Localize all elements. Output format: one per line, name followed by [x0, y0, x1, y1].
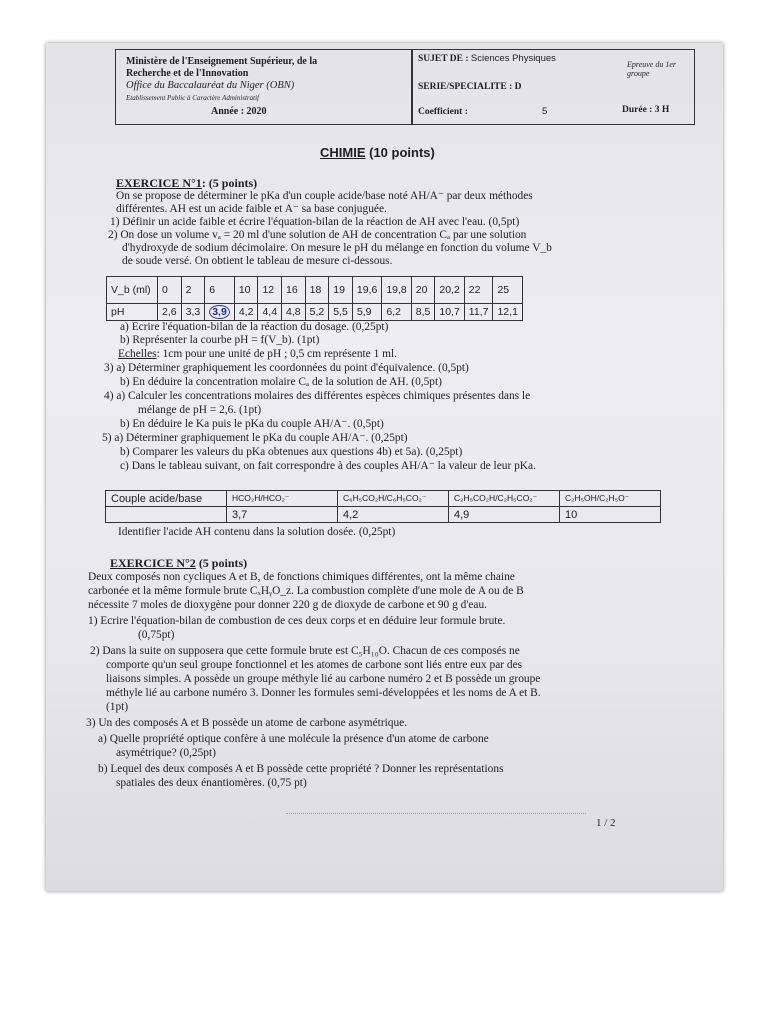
table-cell: 19,6 [352, 277, 381, 304]
table-cell: 4,2 [234, 304, 258, 321]
table-cell: 10 [234, 277, 258, 304]
coefficient-value: 5 [542, 106, 548, 117]
ex1-q4b: b) En déduire le Ka puis le pKa du couple AH/A⁻. (0,5pt) [120, 418, 384, 430]
ex2-q1-line-2: (0,75pt) [138, 629, 175, 641]
table-cell: 20 [411, 277, 435, 304]
table-cell: C₂H₅CO₂H/C₂H₅CO₂⁻ [449, 491, 560, 507]
table-cell: 3,3 [181, 304, 205, 321]
ph-header: pH [107, 304, 158, 321]
subject-value: Sciences Physiques [470, 53, 556, 64]
table-cell: 19,8 [382, 277, 411, 304]
epreuve-label: Epreuve du 1er groupe [627, 60, 677, 78]
vb-row [107, 277, 523, 304]
exercise-1-title: EXERCICE N°1: (5 points) [116, 176, 258, 190]
office-subtitle: Etablissement Public à Caractère Administratif [126, 94, 259, 102]
ex1-q3a: 3) a) Déterminer graphiquement les coordonnées du point d'équivalence. (0,5pt) [104, 362, 469, 374]
table-cell: 12 [258, 277, 282, 304]
table-cell: 3,7 [227, 507, 338, 523]
measurement-table [106, 276, 523, 321]
couple-header: Couple acide/base [106, 491, 227, 507]
serie-label: SERIE/SPECIALITE : D [418, 82, 522, 92]
subject-label: SUJET DE : Sciences Physiques [418, 53, 556, 64]
table-cell: 10 [560, 507, 661, 523]
ph-row [107, 304, 523, 321]
ex2-q2-line-4: méthyle lié au carbone numéro 3. Donner les formules semi-développées et les noms de A et B. [106, 687, 541, 699]
table-cell: 4,9 [449, 507, 560, 523]
ministry-line-1: Ministère de l'Enseignement Supérieur, de la [126, 56, 318, 67]
table-cell: 5,2 [305, 304, 329, 321]
ex2-q2-line-3: liaisons simples. A possède un groupe méthyle lié au carbone numéro 2 et B possède un groupe [106, 673, 541, 685]
vb-header: V_b (ml) [107, 277, 158, 304]
ex2-q3a-line-2: asymétrique? (0,25pt) [116, 747, 216, 759]
ex1-q4a-line-1: 4) a) Calculer les concentrations molaires des différentes espèces chimiques présentes dans le [104, 390, 531, 402]
ex2-q2-line-1: 2) Dans la suite on supposera que cette formule brute est C₅H₁₀O. Chacun de ces composés ne [90, 645, 520, 657]
coefficient-label: Coefficient : [418, 107, 468, 117]
table-cell: 6 [205, 277, 235, 304]
handwritten-circled-value: 3,9 [209, 305, 230, 319]
table-cell [205, 304, 235, 321]
table-cell: 22 [464, 277, 493, 304]
ex2-q2-line-5: (1pt) [106, 701, 129, 713]
ex1-q2b: b) Représenter la courbe pH = f(V_b). (1pt) [120, 334, 320, 346]
ex1-q5b: b) Comparer les valeurs du pKa obtenues aux questions 4b) et 5a). (0,25pt) [120, 446, 463, 458]
header-subject-box [411, 49, 695, 125]
ex1-q2a: a) Ecrire l'équation-bilan de la réaction du dosage. (0,25pt) [120, 321, 389, 333]
ex1-q1: 1) Définir un acide faible et écrire l'équation-bilan de la réaction de AH avec l'eau. (0,5pt) [110, 216, 520, 228]
ex1-intro-1: On se propose de déterminer le pKa d'un couple acide/base noté AH/A⁻ par deux méthodes [116, 190, 533, 202]
table-cell: 18 [305, 277, 329, 304]
duration-label: Durée : 3 H [622, 105, 670, 115]
page-title [320, 145, 435, 160]
header-institution-box [115, 49, 413, 125]
table-cell: 2 [181, 277, 205, 304]
ex1-intro-2: différentes. AH est un acide faible et A⁻ sa base conjuguée. [116, 203, 387, 215]
couple-row [106, 491, 661, 507]
exercise-2-title: EXERCICE N°2 (5 points) [110, 556, 248, 570]
table-cell: 8,5 [411, 304, 435, 321]
ex1-q2-line-1: 2) On dose un volume vₐ = 20 ml d'une solution de AH de concentration Cₐ par une solution [108, 229, 527, 241]
exam-page [46, 43, 723, 891]
table-cell: 10,7 [435, 304, 464, 321]
table-cell: 20,2 [435, 277, 464, 304]
ministry-line-2: Recherche et de l'Innovation [126, 68, 249, 79]
table-cell: 25 [493, 277, 522, 304]
table-cell: 6,2 [382, 304, 411, 321]
ex1-echelles: Echelles: 1cm pour une unité de pH ; 0,5 cm représente 1 ml. [118, 348, 397, 360]
ex2-intro-3: nécessite 7 moles de dioxygène pour donner 220 g de dioxyde de carbone et 90 g d'eau. [88, 599, 488, 611]
ex1-q5a: 5) a) Déterminer graphiquement le pKa du couple AH/A⁻. (0,25pt) [102, 432, 408, 444]
table-cell [106, 507, 227, 523]
exam-year: Année : 2020 [211, 106, 267, 117]
ex2-q2-line-2: comporte qu'un seul groupe fonctionnel et les atomes de carbone sont liés entre eux par des [106, 659, 523, 671]
ex1-q2-line-3: de soude versé. On obtient le tableau de mesure ci-dessous. [122, 255, 393, 267]
table-cell: 5,9 [352, 304, 381, 321]
table-cell: 19 [329, 277, 353, 304]
table-cell: 4,4 [258, 304, 282, 321]
ex2-q1-line-1: 1) Ecrire l'équation-bilan de combustion de ces deux corps et en déduire leur formule brute. [88, 615, 506, 627]
table-cell: 16 [282, 277, 306, 304]
title-subject: CHIMIE [320, 145, 366, 160]
ex2-intro-2: carbonée et la même formule brute CₓHᵧO_z. La combustion complète d'une mole de A ou de B [88, 585, 524, 597]
table-cell: 5,5 [329, 304, 353, 321]
ex2-q3b-line-2: spatiales des deux énantiomères. (0,75 pt) [116, 777, 307, 789]
ex2-intro-1: Deux composés non cycliques A et B, de fonctions chimiques différentes, ont la même chaine [88, 571, 515, 583]
ex2-q3b-line-1: b) Lequel des deux composés A et B possède cette propriété ? Donner les représentations [98, 763, 504, 775]
page-number: 1 / 2 [596, 817, 616, 829]
ex1-q3b: b) En déduire la concentration molaire Cₐ de la solution de AH. (0,5pt) [120, 376, 442, 388]
ex1-q5c: c) Dans le tableau suivant, on fait correspondre à des couples AH/A⁻ la valeur de leur pKa. [120, 460, 536, 472]
table-cell: 12,1 [493, 304, 522, 321]
pka-row [106, 507, 661, 523]
ex1-q2-line-2: d'hydroxyde de sodium décimolaire. On mesure le pH du mélange en fonction du volume V_b [122, 242, 552, 254]
table-cell: 0 [158, 277, 182, 304]
office-name: Office du Baccalauréat du Niger (OBN) [126, 80, 295, 91]
footer-divider [286, 813, 586, 814]
title-points: (10 points) [369, 145, 435, 160]
ex2-q3a-line-1: a) Quelle propriété optique confère à une molécule la présence d'un atome de carbone [98, 733, 489, 745]
table-cell: 2,6 [158, 304, 182, 321]
table-cell: C₆H₅CO₂H/C₆H₅CO₂⁻ [338, 491, 449, 507]
ex1-identify: Identifier l'acide AH contenu dans la solution dosée. (0,25pt) [118, 526, 396, 538]
table-cell: 4,2 [338, 507, 449, 523]
ex1-q4a-line-2: mélange de pH = 2,6. (1pt) [138, 404, 262, 416]
ex2-q3: 3) Un des composés A et B possède un atome de carbone asymétrique. [86, 717, 408, 729]
table-cell: 4,8 [282, 304, 306, 321]
table-cell: 11,7 [464, 304, 493, 321]
table-cell: C₂H₅OH/C₂H₅O⁻ [560, 491, 661, 507]
pka-table [105, 490, 661, 523]
table-cell: HCO₂H/HCO₂⁻ [227, 491, 338, 507]
